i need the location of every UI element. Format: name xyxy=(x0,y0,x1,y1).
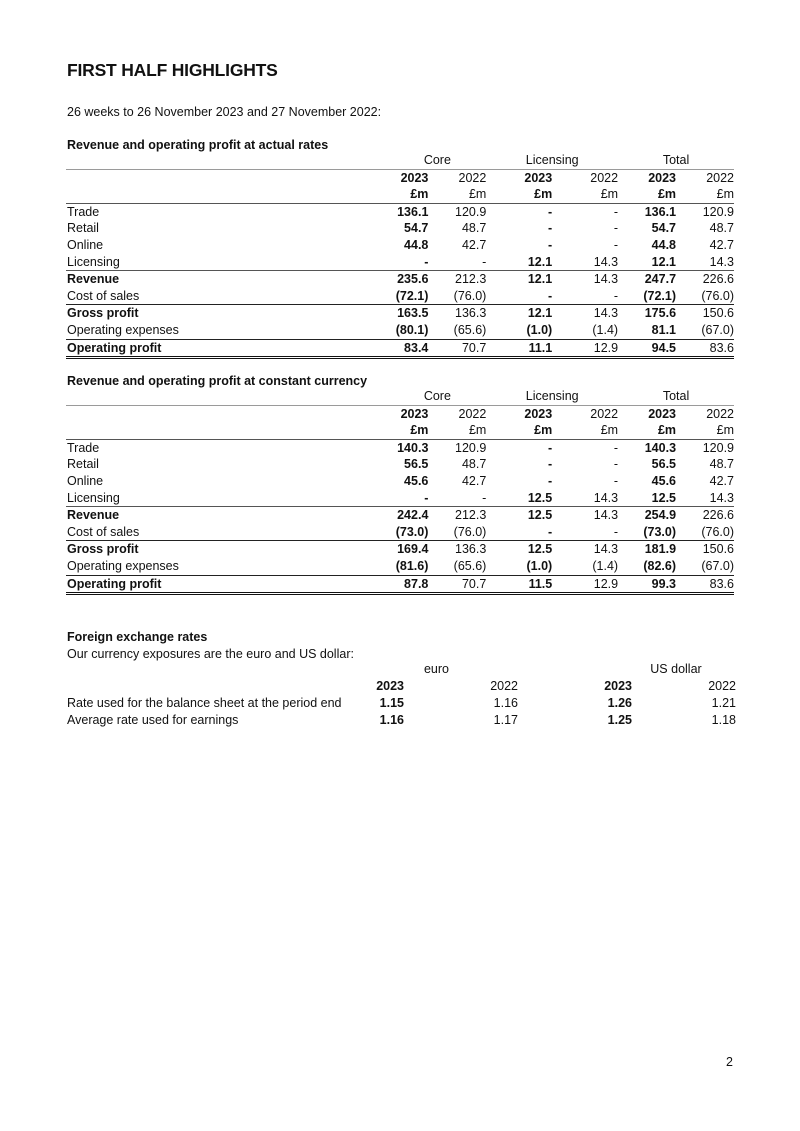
cell: 45.6 xyxy=(404,473,429,488)
cell: (76.0) xyxy=(676,288,734,305)
cell: 169.4 xyxy=(397,542,429,557)
row-label: Operating expenses xyxy=(66,558,388,575)
table-row xyxy=(66,490,734,507)
unit-header: £m xyxy=(486,186,552,203)
period-description: 26 weeks to 26 November 2023 and 27 November 2022: xyxy=(67,105,382,119)
cell: 181.9 xyxy=(644,542,677,557)
cell: - xyxy=(548,204,553,219)
cell: - xyxy=(613,473,619,488)
cell: 14.3 xyxy=(593,272,619,287)
fx-row xyxy=(66,695,736,712)
cell: 212.3 xyxy=(455,272,487,287)
cell: - xyxy=(486,288,552,305)
group-licensing: Licensing xyxy=(486,152,618,169)
row-label: Trade xyxy=(67,204,100,219)
cell: 42.7 xyxy=(709,473,734,488)
year-header: 2023 xyxy=(524,170,553,185)
cell: 70.7 xyxy=(428,575,486,594)
cell: 136.1 xyxy=(644,204,677,219)
table-row xyxy=(66,439,734,456)
fx-rates-subtitle: Our currency exposures are the euro and US dollar: xyxy=(67,647,354,661)
cell: 14.3 xyxy=(552,254,618,271)
cell: (1.0) xyxy=(486,322,552,339)
group-total: Total xyxy=(618,388,734,405)
cell: - xyxy=(548,440,553,455)
cell: (82.6) xyxy=(618,558,676,575)
cell: 226.6 xyxy=(702,508,734,523)
cell: - xyxy=(388,254,428,271)
group-total: Total xyxy=(618,152,734,169)
unit-header: £m xyxy=(428,422,486,439)
fx-group-row xyxy=(66,661,736,678)
cell: 12.5 xyxy=(527,508,553,523)
year-header: 2023 xyxy=(524,406,553,421)
table-row-revenue xyxy=(66,507,734,524)
cell: (72.1) xyxy=(388,288,428,305)
cell: 120.9 xyxy=(702,204,734,219)
cell: 1.25 xyxy=(607,713,632,727)
cell: 120.9 xyxy=(702,440,734,455)
row-label: Retail xyxy=(67,221,99,236)
cell: - xyxy=(548,221,553,236)
cell: 94.5 xyxy=(618,339,676,358)
cell: (1.0) xyxy=(486,558,552,575)
cell: 12.1 xyxy=(527,272,553,287)
unit-header: £m xyxy=(676,422,734,439)
row-label: Operating profit xyxy=(66,339,388,358)
year-header: 2022 xyxy=(458,170,487,185)
table-row-operating-profit xyxy=(66,575,734,594)
year-header: 2023 xyxy=(648,406,677,421)
cell: 150.6 xyxy=(702,306,734,321)
year-header: 2023 xyxy=(604,679,632,693)
row-label: Average rate used for earnings xyxy=(67,713,239,727)
table-row-gross-profit xyxy=(66,305,734,322)
actual-rates-table xyxy=(66,152,734,359)
row-label: Licensing xyxy=(66,254,388,271)
fx-year-row xyxy=(66,678,736,695)
table-row-revenue xyxy=(66,271,734,288)
cell: 226.6 xyxy=(702,272,734,287)
cell: 11.5 xyxy=(486,575,552,594)
cell: 136.1 xyxy=(397,204,429,219)
constant-currency-title: Revenue and operating profit at constant currency xyxy=(67,374,368,388)
year-header: 2022 xyxy=(458,406,487,421)
cell: (76.0) xyxy=(676,524,734,541)
cell: 1.21 xyxy=(711,696,736,710)
cell: 1.15 xyxy=(379,696,404,710)
cell: 150.6 xyxy=(702,542,734,557)
cell: - xyxy=(552,288,618,305)
cell: 1.18 xyxy=(711,713,736,727)
cell: 54.7 xyxy=(404,221,429,236)
cell: 12.1 xyxy=(486,254,552,271)
cell: 136.3 xyxy=(455,542,487,557)
fx-rates-table xyxy=(66,661,736,729)
cell: 12.9 xyxy=(552,339,618,358)
cell: (67.0) xyxy=(676,558,734,575)
cell: (67.0) xyxy=(676,322,734,339)
table-row xyxy=(66,203,734,220)
cell: (80.1) xyxy=(388,322,428,339)
group-core: Core xyxy=(388,388,486,405)
actual-rates-title: Revenue and operating profit at actual rates xyxy=(67,138,329,152)
cell: 235.6 xyxy=(397,272,429,287)
cell: - xyxy=(613,221,619,236)
cell: 70.7 xyxy=(428,339,486,358)
cell: 12.1 xyxy=(618,254,676,271)
cell: 120.9 xyxy=(455,204,487,219)
unit-header: £m xyxy=(618,186,676,203)
row-label: Online xyxy=(67,237,104,252)
row-label: Trade xyxy=(67,440,100,455)
cell: 12.5 xyxy=(618,490,676,507)
cell: 83.6 xyxy=(676,575,734,594)
row-label: Licensing xyxy=(66,490,388,507)
cell: 56.5 xyxy=(404,457,429,472)
cell: (76.0) xyxy=(428,288,486,305)
row-label: Revenue xyxy=(67,272,120,287)
cell: 83.4 xyxy=(388,339,428,358)
cell: 12.5 xyxy=(486,490,552,507)
cell: (76.0) xyxy=(428,524,486,541)
cell: 1.17 xyxy=(493,713,518,727)
cell: 14.3 xyxy=(593,542,619,557)
unit-header: £m xyxy=(618,422,676,439)
cell: 42.7 xyxy=(461,237,487,252)
cell: 12.9 xyxy=(552,575,618,594)
unit-header: £m xyxy=(676,186,734,203)
unit-header-row xyxy=(66,422,734,439)
table-row xyxy=(66,473,734,490)
cell: - xyxy=(388,490,428,507)
cell: 12.1 xyxy=(527,306,553,321)
year-header-row xyxy=(66,405,734,422)
cell: (65.6) xyxy=(428,322,486,339)
cell: 83.6 xyxy=(676,339,734,358)
cell: - xyxy=(428,254,486,271)
cell: 1.26 xyxy=(607,696,632,710)
group-header-row xyxy=(66,388,734,405)
year-header: 2022 xyxy=(490,679,518,693)
group-licensing: Licensing xyxy=(486,388,618,405)
year-header: 2022 xyxy=(590,406,619,421)
year-header: 2022 xyxy=(706,170,734,185)
cell: 44.8 xyxy=(651,237,677,252)
constant-currency-table xyxy=(66,388,734,595)
year-header: 2022 xyxy=(706,406,734,421)
cell: - xyxy=(548,237,553,252)
table-row xyxy=(66,254,734,271)
cell: 1.16 xyxy=(379,713,404,727)
cell: 175.6 xyxy=(644,306,677,321)
cell: 14.3 xyxy=(593,508,619,523)
cell: 136.3 xyxy=(455,306,487,321)
cell: 242.4 xyxy=(397,508,429,523)
cell: 14.3 xyxy=(676,254,734,271)
cell: 254.9 xyxy=(644,508,677,523)
table-row-gross-profit xyxy=(66,541,734,558)
table-row xyxy=(66,456,734,473)
cell: 14.3 xyxy=(552,490,618,507)
year-header: 2023 xyxy=(648,170,677,185)
row-label: Operating profit xyxy=(66,575,388,594)
unit-header-row xyxy=(66,186,734,203)
cell: - xyxy=(613,457,619,472)
cell: - xyxy=(548,457,553,472)
year-header: 2023 xyxy=(400,406,429,421)
cell: (73.0) xyxy=(388,524,428,541)
cell: 247.7 xyxy=(644,272,677,287)
cell: 48.7 xyxy=(709,457,734,472)
row-label: Gross profit xyxy=(67,306,139,321)
cell: 42.7 xyxy=(461,473,487,488)
cell: 14.3 xyxy=(676,490,734,507)
group-header-row xyxy=(66,152,734,169)
cell: - xyxy=(613,440,619,455)
table-row xyxy=(66,524,734,541)
cell: 54.7 xyxy=(651,221,677,236)
year-header: 2022 xyxy=(590,170,619,185)
table-row-operating-profit xyxy=(66,339,734,358)
cell: - xyxy=(428,490,486,507)
cell: (81.6) xyxy=(388,558,428,575)
row-label: Gross profit xyxy=(67,542,139,557)
cell: 99.3 xyxy=(618,575,676,594)
table-row xyxy=(66,322,734,339)
row-label: Revenue xyxy=(67,508,120,523)
group-core: Core xyxy=(388,152,486,169)
table-row xyxy=(66,288,734,305)
cell: (72.1) xyxy=(618,288,676,305)
row-label: Online xyxy=(67,473,104,488)
cell: - xyxy=(548,473,553,488)
cell: 42.7 xyxy=(709,237,734,252)
cell: - xyxy=(613,237,619,252)
cell: - xyxy=(486,524,552,541)
row-label: Cost of sales xyxy=(66,288,388,305)
group-euro: euro xyxy=(423,662,450,676)
cell: 87.8 xyxy=(388,575,428,594)
table-row xyxy=(66,558,734,575)
cell: - xyxy=(613,204,619,219)
year-header: 2022 xyxy=(708,679,736,693)
unit-header: £m xyxy=(486,422,552,439)
table-row xyxy=(66,220,734,237)
unit-header: £m xyxy=(552,186,618,203)
cell: (1.4) xyxy=(552,558,618,575)
row-label: Retail xyxy=(67,457,99,472)
cell: 120.9 xyxy=(455,440,487,455)
page-number: 2 xyxy=(726,1055,733,1069)
year-header: 2023 xyxy=(400,170,429,185)
row-label: Rate used for the balance sheet at the period end xyxy=(67,696,342,710)
cell: 56.5 xyxy=(651,457,677,472)
cell: 48.7 xyxy=(461,457,487,472)
group-us-dollar: US dollar xyxy=(650,662,702,676)
cell: 14.3 xyxy=(593,306,619,321)
cell: 163.5 xyxy=(397,306,429,321)
fx-rates-title: Foreign exchange rates xyxy=(67,630,208,644)
unit-header: £m xyxy=(428,186,486,203)
cell: (73.0) xyxy=(618,524,676,541)
row-label: Cost of sales xyxy=(66,524,388,541)
cell: 81.1 xyxy=(618,322,676,339)
cell: 212.3 xyxy=(455,508,487,523)
unit-header: £m xyxy=(388,186,428,203)
table-row xyxy=(66,237,734,254)
fx-row xyxy=(66,712,736,729)
year-header: 2023 xyxy=(376,679,404,693)
cell: 140.3 xyxy=(644,440,677,455)
cell: 11.1 xyxy=(486,339,552,358)
cell: 48.7 xyxy=(461,221,487,236)
cell: 44.8 xyxy=(404,237,429,252)
unit-header: £m xyxy=(552,422,618,439)
cell: 1.16 xyxy=(493,696,518,710)
year-header-row xyxy=(66,169,734,186)
cell: 12.5 xyxy=(527,542,553,557)
cell: (1.4) xyxy=(552,322,618,339)
cell: 48.7 xyxy=(709,221,734,236)
cell: (65.6) xyxy=(428,558,486,575)
page-title: FIRST HALF HIGHLIGHTS xyxy=(67,60,278,80)
cell: 140.3 xyxy=(397,440,429,455)
row-label: Operating expenses xyxy=(66,322,388,339)
cell: 45.6 xyxy=(651,473,677,488)
unit-header: £m xyxy=(388,422,428,439)
cell: - xyxy=(552,524,618,541)
